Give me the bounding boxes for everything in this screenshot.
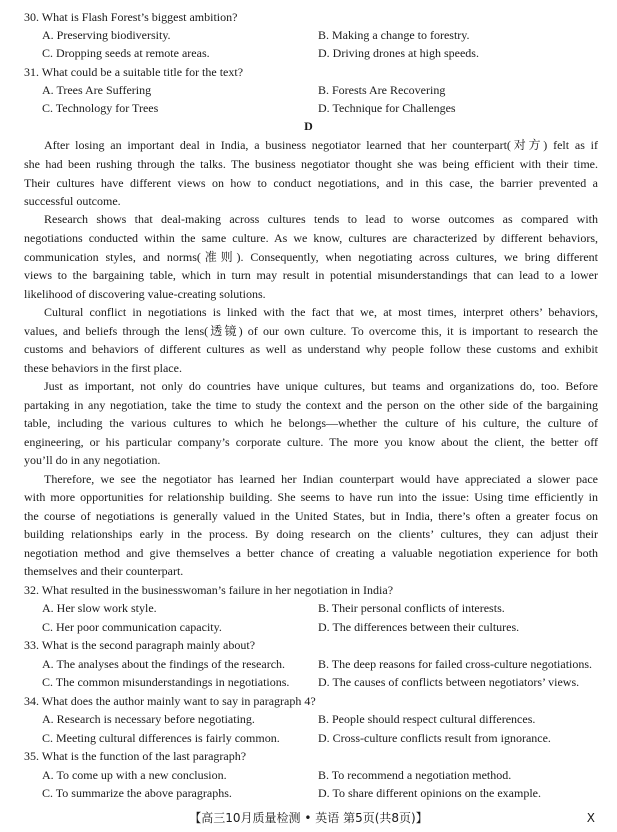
passage-line: views to the bargaining table, which in turn may result in potential misunderstandings that can lead to a lower	[24, 268, 598, 282]
q35-option-b: B. To recommend a negotiation method.	[318, 768, 512, 782]
passage-line: she had been rushing through the talks. The business negotiator thought she was being efficient with their time.	[24, 157, 598, 171]
passage-line: negotiations conducted within the same culture. As we know, cultures are characterized by different behaviors,	[24, 231, 598, 245]
q34-option-a: A. Research is necessary before negotiating.	[42, 712, 255, 726]
passage-line: likelihood of discovering value-creating solutions.	[24, 287, 266, 301]
question-30-stem: 30. What is Flash Forest’s biggest ambition?	[24, 10, 238, 24]
q33-option-a: A. The analyses about the findings of the research.	[42, 657, 286, 671]
q30-option-c: C. Dropping seeds at remote areas.	[42, 46, 210, 60]
question-35-stem: 35. What is the function of the last paragraph?	[24, 749, 247, 763]
page-footer: 【高三10月质量检测 • 英语 第5页(共8页)】	[189, 811, 428, 825]
q31-option-c: C. Technology for Trees	[42, 101, 159, 115]
question-32-stem: 32. What resulted in the businesswoman’s failure in her negotiation in India?	[24, 583, 394, 597]
passage-line: these behaviors in the first place.	[24, 361, 182, 375]
passage-line: communication styles, and norms(准则). Consequently, when negotiating across cultures, we bring different	[24, 250, 598, 264]
passage-line: with more opportunities for relationship building. She seems to have run into the issue: Using time efficiently in	[24, 490, 598, 504]
q34-option-d: D. Cross-culture conflicts result from ignorance.	[318, 731, 551, 745]
passage-line: building relationships early in the process. By doing research on the clients’ cultures, they can adjust their	[24, 527, 598, 541]
q32-option-d: D. The differences between their cultures.	[318, 620, 520, 634]
q35-option-c: C. To summarize the above paragraphs.	[42, 786, 232, 800]
q35-option-a: A. To come up with a new conclusion.	[42, 768, 227, 782]
q35-option-d: D. To share different opinions on the example.	[318, 786, 541, 800]
passage-line: Just as important, not only do countries have unique cultures, but teams and organizations do, too. Before	[44, 379, 598, 393]
q34-option-b: B. People should respect cultural differences.	[318, 712, 536, 726]
q34-option-c: C. Meeting cultural differences is fairly common.	[42, 731, 280, 745]
passage-line: you’ll do in any negotiation.	[24, 453, 161, 467]
passage-line: themselves and their counterpart.	[24, 564, 184, 578]
question-34-stem: 34. What does the author mainly want to say in paragraph 4?	[24, 694, 316, 708]
q30-option-d: D. Driving drones at high speeds.	[318, 46, 479, 60]
passage-line: values, and beliefs through the lens(透镜) of our own culture. To overcome this, it is important to research the	[24, 324, 598, 338]
q32-option-c: C. Her poor communication capacity.	[42, 620, 222, 634]
passage-line: Therefore, we see the negotiator has learned her Indian counterpart would have appreciated a slower pace	[44, 472, 598, 486]
question-31-stem: 31. What could be a suitable title for the text?	[24, 65, 244, 79]
passage-line: negotiation method and give themselves a better chance of creating a valuable negotiation experience for both	[24, 546, 598, 560]
q33-option-d: D. The causes of conflicts between negotiators’ views.	[318, 675, 580, 689]
q30-option-b: B. Making a change to forestry.	[318, 28, 470, 42]
q32-option-a: A. Her slow work style.	[42, 601, 157, 615]
passage-line: Cultural conflict in negotiations is linked with the fact that we, at most times, interpret others’ behaviors,	[44, 305, 598, 319]
q31-option-a: A. Trees Are Suffering	[42, 83, 152, 97]
passage-line: the course of negotiations is generally valued in the United States, but in India, there’s often a greater focus on	[24, 509, 598, 523]
passage-line: Research shows that deal-making across cultures tends to lead to worse outcomes as compared with	[44, 212, 598, 226]
q33-option-b: B. The deep reasons for failed cross-culture negotiations.	[318, 657, 593, 671]
passage-line: successful outcome.	[24, 194, 121, 208]
section-label: D	[304, 119, 313, 133]
q33-option-c: C. The common misunderstandings in negotiations.	[42, 675, 290, 689]
passage-line: customs and behaviors of different cultures as well as understand why people follow these customs and exhibit	[24, 342, 598, 356]
q31-option-b: B. Forests Are Recovering	[318, 83, 446, 97]
passage-line: table, including the various cultures to which he belongs—whether the culture of his culture, the culture of	[24, 416, 598, 430]
footer-mark: X	[586, 811, 595, 825]
q32-option-b: B. Their personal conflicts of interests.	[318, 601, 505, 615]
passage-line: After losing an important deal in India, a business negotiator learned that her counterpart(对方) felt as if	[44, 138, 598, 152]
passage-line: Their cultures have different views on how to conduct negotiations, and in this case, the barrier prevented a	[24, 176, 598, 190]
q31-option-d: D. Technique for Challenges	[318, 101, 456, 115]
passage-line: partaking in any negotiation, take the time to study the context and the person on the other side of the bargaining	[24, 398, 598, 412]
passage-line: engineering, or his particular company’s corporate culture. The more you know about the client, the better off	[24, 435, 598, 449]
q30-option-a: A. Preserving biodiversity.	[42, 28, 171, 42]
question-33-stem: 33. What is the second paragraph mainly about?	[24, 638, 256, 652]
